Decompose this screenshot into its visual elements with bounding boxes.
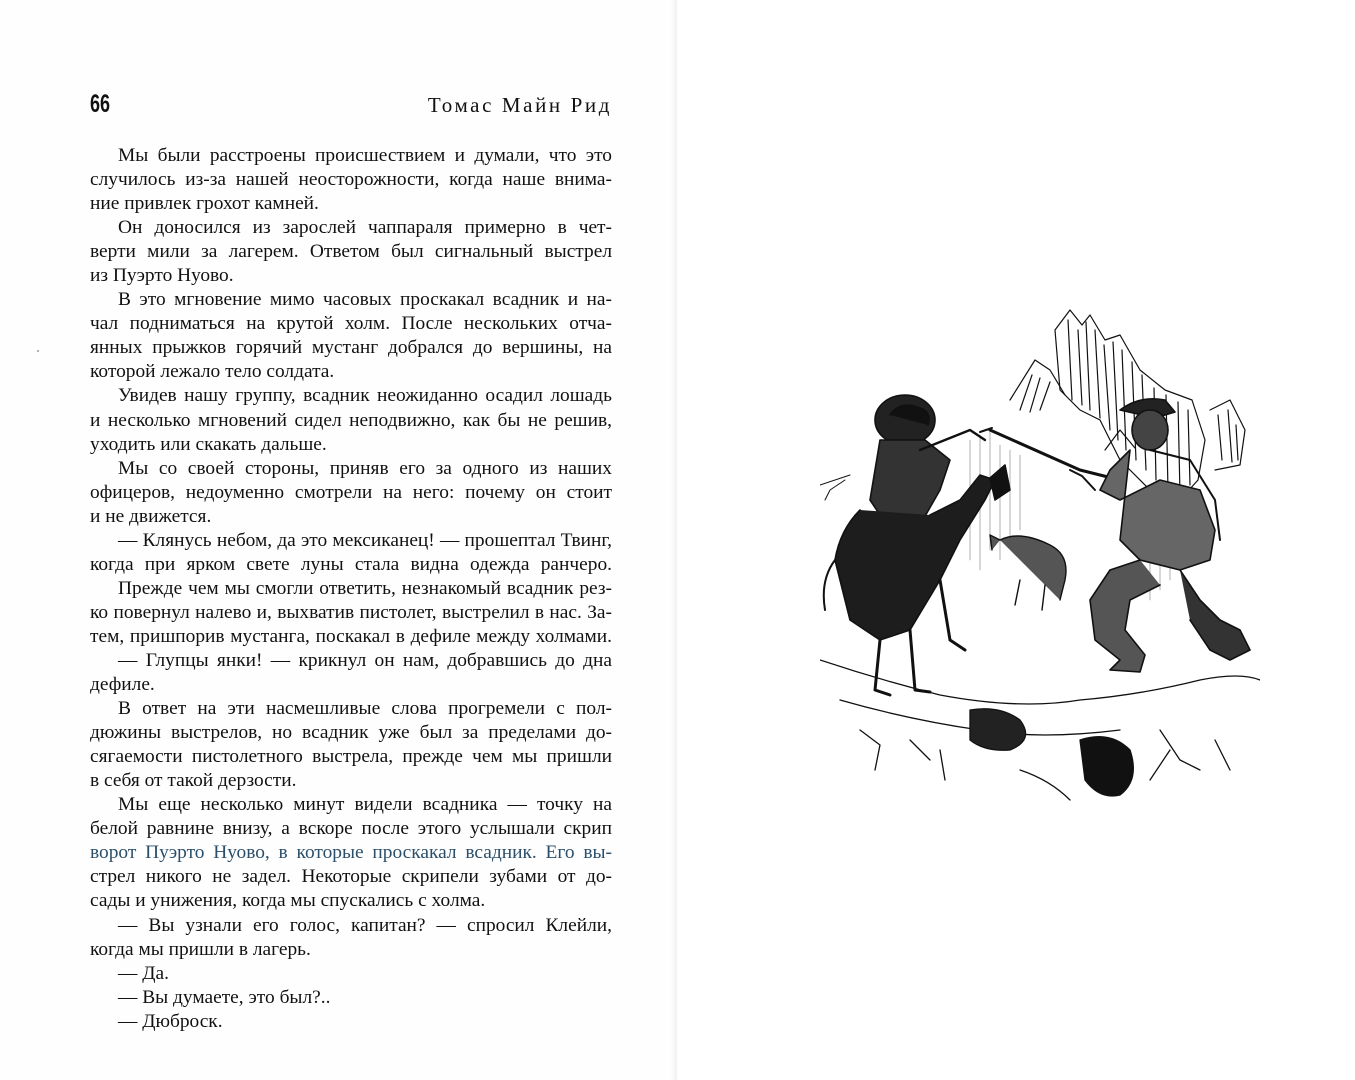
text-line: дюжины выстрелов, но всадник уже был за пределами до- (90, 722, 612, 744)
page-number: 66 (90, 90, 111, 118)
text-line: — Глупцы янки! — крикнул он нам, добравшись до дна (118, 649, 612, 671)
text-line: — Вы думаете, это был?.. (118, 986, 331, 1008)
text-line: и несколько мгновений сидел неподвижно, как бы не решив, (90, 409, 612, 431)
text-line: ние привлек грохот камней. (90, 193, 319, 215)
text-line: Он доносился из зарослей чаппараля примерно в чет- (118, 217, 612, 239)
text-line: сады и унижения, когда мы спускались с холма. (90, 890, 486, 912)
text-line: янных прыжков горячий мустанг добрался до вершины, на (90, 337, 612, 359)
text-line: Мы со своей стороны, приняв его за одного из наших (118, 457, 612, 479)
text-line: В ответ на эти насмешливые слова прогремели с пол- (118, 698, 612, 720)
ground (820, 660, 1260, 800)
text-line: когда при ярком свете луны стала видна одежда ранчеро. (90, 553, 612, 575)
text-line: — Клянусь небом, да это мексиканец! — прошептал Твинг, (118, 529, 612, 551)
text-line: В это мгновение мимо часовых проскакал всадник и на- (118, 289, 612, 311)
text-line: в себя от такой дерзости. (90, 770, 297, 792)
rider-on-horse (820, 395, 1010, 695)
text-line: ко повернул налево и, выхватив пистолет, выстрелил в нас. За- (90, 601, 612, 623)
text-line: Мы были расстроены происшествием и думали, что это (118, 145, 612, 166)
text-line: — Дюброск. (118, 1010, 223, 1032)
pen-and-ink-illustration-icon (820, 300, 1260, 810)
text-line: Мы еще несколько минут видели всадника — точку на (118, 794, 612, 816)
text-line: чал подниматься на крутой холм. После нескольких отча- (90, 313, 612, 335)
text-line: которой лежало тело солдата. (90, 361, 335, 383)
text-line: верти мили за лагерем. Ответом был сигнальный выстрел (90, 241, 612, 263)
text-line: уходить или скакать дальше. (90, 433, 327, 455)
text-line: случилось из-за нашей неосторожности, когда наше внима- (90, 169, 612, 191)
text-line: — Вы узнали его голос, капитан? — спросил Клейли, (118, 914, 612, 936)
text-line: сягаемости пистолетного выстрела, прежде чем мы пришли (90, 746, 612, 768)
text-line: из Пуэрто Нуово. (90, 265, 234, 287)
text-line: тем, пришпорив мустанга, поскакал в дефиле между холмами. (90, 625, 612, 647)
text-line: ворот Пуэрто Нуово, в которые проскакал всадник. Его вы- (90, 842, 612, 864)
text-line: и не движется. (90, 505, 212, 527)
text-line: Прежде чем мы смогли ответить, незнакомый всадник рез- (118, 577, 612, 599)
text-line: дефиле. (90, 674, 155, 696)
left-page (0, 0, 677, 1080)
running-head (90, 90, 612, 130)
text-line: офицеров, недоуменно смотрели на него: почему он стоит (90, 481, 612, 503)
text-line: Увидев нашу группу, всадник неожиданно осадил лошадь (118, 385, 612, 407)
text-line: когда мы пришли в лагерь. (90, 938, 311, 960)
margin-speck (37, 350, 39, 352)
text-line: белой равнине внизу, а вскоре после этого услышали скрип (90, 818, 612, 840)
body-text (90, 144, 612, 1034)
text-line: — Да. (118, 962, 169, 984)
running-title: Томас Майн Рид (427, 93, 612, 117)
kneeling-soldier (990, 399, 1250, 672)
text-line: стрел никого не задел. Некоторые скрипели зубами от до- (90, 866, 612, 888)
dog (990, 535, 1066, 610)
